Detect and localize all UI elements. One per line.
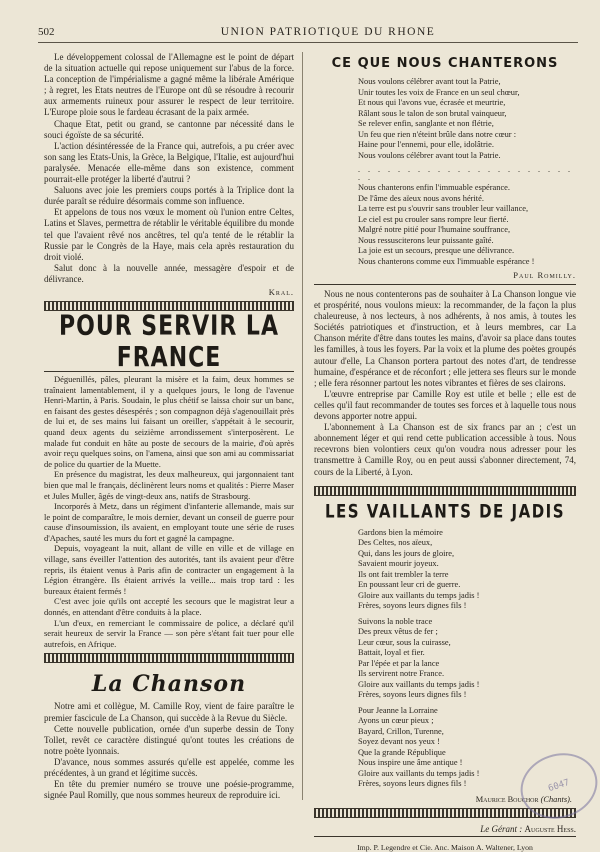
poem-stanza [314, 528, 576, 612]
verse-line: Ils servirent notre France. [358, 669, 445, 679]
verse-line: Nous inspire une âme antique ! [358, 758, 463, 768]
verse-line: Nous voulons célébrer avant tout la Patrie, [358, 77, 501, 86]
verse-line: Gloire aux vaillants du temps jadis ! [358, 679, 480, 689]
verse-line: Râlant sous le talon de son brutal vainqueur, [358, 108, 507, 118]
verse-line: Gardons bien la mémoire [358, 527, 443, 537]
poem-stanza [314, 617, 576, 701]
paragraph: En présence du magistrat, les deux malheureux, qui jargonnaient tant bien que mal le français, déclinèrent leurs noms et qualités : Pierre Maser et Jules Muller, âgés de vingt-deux ans, natifs de Strasbourg. [44, 469, 294, 501]
ornamental-divider [44, 301, 294, 311]
verse-line: Et nous qui l'avons vue, écrasée et meurtrie, [358, 98, 506, 107]
paragraph: D'avance, nous sommes assurés qu'elle est appelée, comme les précédentes, à un grand et légitime succès. [44, 756, 294, 778]
verse-line: Nous voulons célébrer avant tout la Patrie. [358, 150, 501, 160]
paragraph: Le développement colossal de l'Allemagne est le point de départ de la situation actuelle qui repose uniquement sur l'abus de la force. La conception de l'impérialisme a gagné même la libérale Amérique ; à regret, les Etats neutres de l'Europe ont dû se résoudre à recourir aux armements ruineux pour assurer le respect de leur territoire. L'Europe ploie sous le fardeau écrasant de la paix armée. [44, 52, 294, 118]
article-body [44, 374, 294, 649]
paragraph: Depuis, voyageant la nuit, allant de ville en ville et de village en village, sans éveiller l'attention des autorités, tant ils avaient peur d'être repris, ils étaient venus à Paris afin de contracter un engagement à la Légion étrangère. Ils étaient arrivés la veille... mais trop tard : les bureaux étaient fermés ! [44, 543, 294, 596]
paragraph: L'œuvre entreprise par Camille Roy est utile et belle ; elle est de celles qu'il faut recommander de toutes ses forces et à laquelle tous nous devons apporter notre appui. [314, 388, 576, 422]
verse-line: Ils ont fait trembler la terre [358, 569, 449, 579]
article-title: CE QUE NOUS CHANTERONS [331, 56, 559, 71]
verse-line: La joie est un secours, presque une délivrance. [358, 246, 515, 255]
signature: Kral. [268, 286, 294, 297]
article-title: LES VAILLANTS DE JADIS [324, 499, 566, 522]
verse-line: Frères, soyons leurs dignes fils ! [358, 601, 467, 611]
intro-article [44, 52, 294, 297]
verse-line: Ayons un cœur pieux ; [358, 716, 434, 726]
paragraph: Cette nouvelle publication, ornée d'un superbe dessin de Tony Tollet, revêt ce caractère distingué qu'ont toutes les créations de notre poète lyonnais. [44, 723, 294, 756]
manager-name: Auguste Hess. [524, 823, 576, 834]
verse-line: De l'âme des aïeux nous avons hérité. [358, 193, 484, 203]
verse-line: Frères, soyons leurs dignes fils ! [358, 690, 467, 700]
column-divider [302, 52, 303, 800]
ellipsis-dots: . . . . . . . . . . . . . . . . . . . . . . . . [358, 165, 573, 182]
ornamental-divider [44, 653, 294, 663]
verse-line: Suivons la noble trace [358, 616, 433, 626]
verse-line: Gloire aux vaillants du temps jadis ! [358, 768, 480, 778]
verse-line: Gloire aux vaillants du temps jadis ! [358, 590, 480, 600]
verse-line: Savaient mourir joyeux. [358, 559, 439, 569]
verse-line: Soyez devant nos yeux ! [358, 737, 440, 747]
verse-line: Pour Jeanne la Lorraine [358, 705, 438, 715]
page-number: 502 [38, 26, 55, 38]
verse-line: Malgré notre pitié pour l'humaine souffrance, [358, 225, 511, 234]
publication-title: UNION PATRIOTIQUE DU RHONE [220, 26, 436, 38]
paragraph: Nous ne nous contenterons pas de souhaiter à La Chanson longue vie et prospérité, nous voulons mieux: la recommander, de la façon la plus chaleureuse, à nos lecteurs, à nos adhérents, à nos amis, à toutes les Sociétés patriotiques et d'instruction, et à leurs membres, car La Chanson mérite d'être dans toutes les mains, d'avoir sa place dans toutes les familles, à tous les foyers. Par la voix et la plume des poètes groupés autour d'elle, La Chanson portera partout des notes d'art, de tendresse humaine, d'espérance et de réconfort ; elle jettera ses fleurs sur le monde ; elle fera résonner partout les notes vibrantes et fières de ses clairons. [314, 289, 576, 388]
manager-credit [314, 824, 576, 834]
verse-line: Nous ressusciterons leur puissante gaîté. [358, 235, 494, 245]
verse-line: Le ciel est pu crouler sans rompre leur fierté. [358, 214, 509, 224]
printer-imprint: Imp. P. Legendre et Cie. Anc. Maison A. Waltener, Lyon [357, 842, 533, 852]
manager-label: Le Gérant : [480, 823, 523, 834]
divider [314, 836, 576, 837]
verse-line: Unir toutes les voix de France en un seul chœur, [358, 87, 520, 97]
verse-line: Bayard, Crillon, Turenne, [358, 726, 444, 736]
paragraph: L'abonnement à La Chanson est de six francs par an ; c'est un abonnement léger et qui rend cette publication accessible à tous. Nous recevrons bien volontiers ceux qu'on voudra nous adresser pour les transmettre à Camille Roy, ou en peut aussi s'abonner directement, 74, cours de la Liberté, à Lyon. [314, 422, 576, 477]
paragraph: Saluons avec joie les premiers coups portés à la Triplice dont la durée paraît se réduire désormais comme son influence. [44, 185, 294, 207]
paragraph: En tête du premier numéro se trouve une poésie-programme, signée Paul Romilly, que nous sommes heureux de reproduire ici. [44, 779, 294, 801]
verse-line: Des Celtes, nos aïeux, [358, 538, 433, 548]
paragraph: L'action désintéressée de la France qui, autrefois, a pu créer avec son sang les Etats-Unis, la Grèce, la Belgique, l'Italie, est aujourd'hui paralysée. Menacée elle-même dans son existence, comment pourrait-elle protéger la liberté d'autrui ? [44, 140, 294, 185]
paragraph: Déguenillés, pâles, pleurant la misère et la faim, deux hommes se traînaient lamentablement, il y a quelques jours, le long de l'avenue Henri-Martin, à Paris. Soudain, le plus chétif se laissa choir sur un banc, en faisant des gestes désespérés ; son compagnon déjà s'agenouillait près de lui et, de ses mains lui faisant un oreiller, s'appétait à le secourir, quand deux agents du seizième arrondissement s'interposèrent. Le malade fut conduit en hâte au poste de secours de la mairie, d'où après avoir reçu quelques soins, on l'amena, ainsi que son ami au commissariat de police du quartier de la Muette. [44, 373, 294, 469]
article-body [44, 701, 294, 801]
verse-line: La terre est pu s'ouvrir sans troubler leur vaillance, [358, 204, 529, 213]
verse-line: Haine pour l'ennemi, pour elle, idolâtrie. [358, 140, 494, 149]
left-column [44, 52, 294, 801]
verse-line: En poussant leur cri de guerre. [358, 580, 461, 590]
paragraph: Notre ami et collègue, M. Camille Roy, vient de faire paraître le premier fascicule de La Chanson, qui succède à la Revue du Siècle. [44, 701, 294, 723]
paragraph: C'est avec joie qu'ils ont accepté les secours que le magistrat leur a donnés, en attendant d'être conduits à la place. [44, 596, 294, 618]
verse-line: Nous chanterons comme eux l'immuable espérance ! [358, 256, 535, 266]
ornamental-divider [314, 486, 576, 496]
paragraph: L'un d'eux, en remerciant le commissaire de police, a déclaré qu'il serait heureux de servir la France — son père s'étant fait tuer pour elle autrefois, en Afrique. [44, 617, 294, 649]
verse-line: Nous chanterons enfin l'immuable espérance. [358, 183, 510, 192]
poem-author: Maurice Bouchor [475, 794, 539, 804]
paragraph: Incorporés à Metz, dans un régiment d'infanterie allemande, mais sur le point de comparaître, le mois dernier, devant un conseil de guerre pour cause d'insoumission, ils avaient, en employant toute une série de ruses d'Apaches, sauté les murs du fort et gagné la campagne. [44, 501, 294, 543]
poem-stanza [314, 77, 576, 161]
paragraph: Et appelons de tous nos vœux le moment où l'union entre Celtes, Latins et Slaves, permettra de rétablir le véritable équilibre du monde tel que l'avaient rêvé nos ancêtres, tel qu'a tenté de le rétablir la Russie par le Congrès de la Haye, mais cela après restauration du droit violé. [44, 207, 294, 262]
verse-line: Par l'épée et par la lance [358, 658, 440, 668]
paragraph: Salut donc à la nouvelle année, messagère d'espoir et de délivrance. [44, 262, 294, 284]
article-title: La Chanson [91, 671, 247, 698]
verse-line: Qui, dans les jours de gloire, [358, 548, 455, 558]
article-body [314, 289, 576, 478]
verse-line: Des preux vêtus de fer ; [358, 627, 438, 637]
paragraph: Chaque Etat, petit ou grand, se cantonne par nécessité dans le souci égoïste de sa sécurité. [44, 118, 294, 140]
verse-line: Frères, soyons leurs dignes fils ! [358, 779, 467, 789]
verse-line: Battait, loyal et fier. [358, 648, 425, 658]
poem-stanza [314, 183, 576, 267]
poem-signature: Paul Romilly. [513, 270, 576, 280]
verse-line: Un feu que rien n'éteint brûle dans notre cœur : [358, 129, 517, 139]
article-title: POUR SERVIR LA FRANCE [59, 310, 279, 374]
poem-source: (Chants). [540, 794, 572, 804]
verse-line: Que la grande République [358, 747, 446, 757]
page-header [38, 26, 578, 43]
verse-line: Se relever enfin, sanglante et non flétrie, [358, 119, 494, 128]
divider [314, 284, 576, 285]
stamp-text: 6047 [547, 777, 571, 795]
right-column [314, 52, 576, 852]
verse-line: Leur cœur, sous la cuirasse, [358, 637, 451, 647]
